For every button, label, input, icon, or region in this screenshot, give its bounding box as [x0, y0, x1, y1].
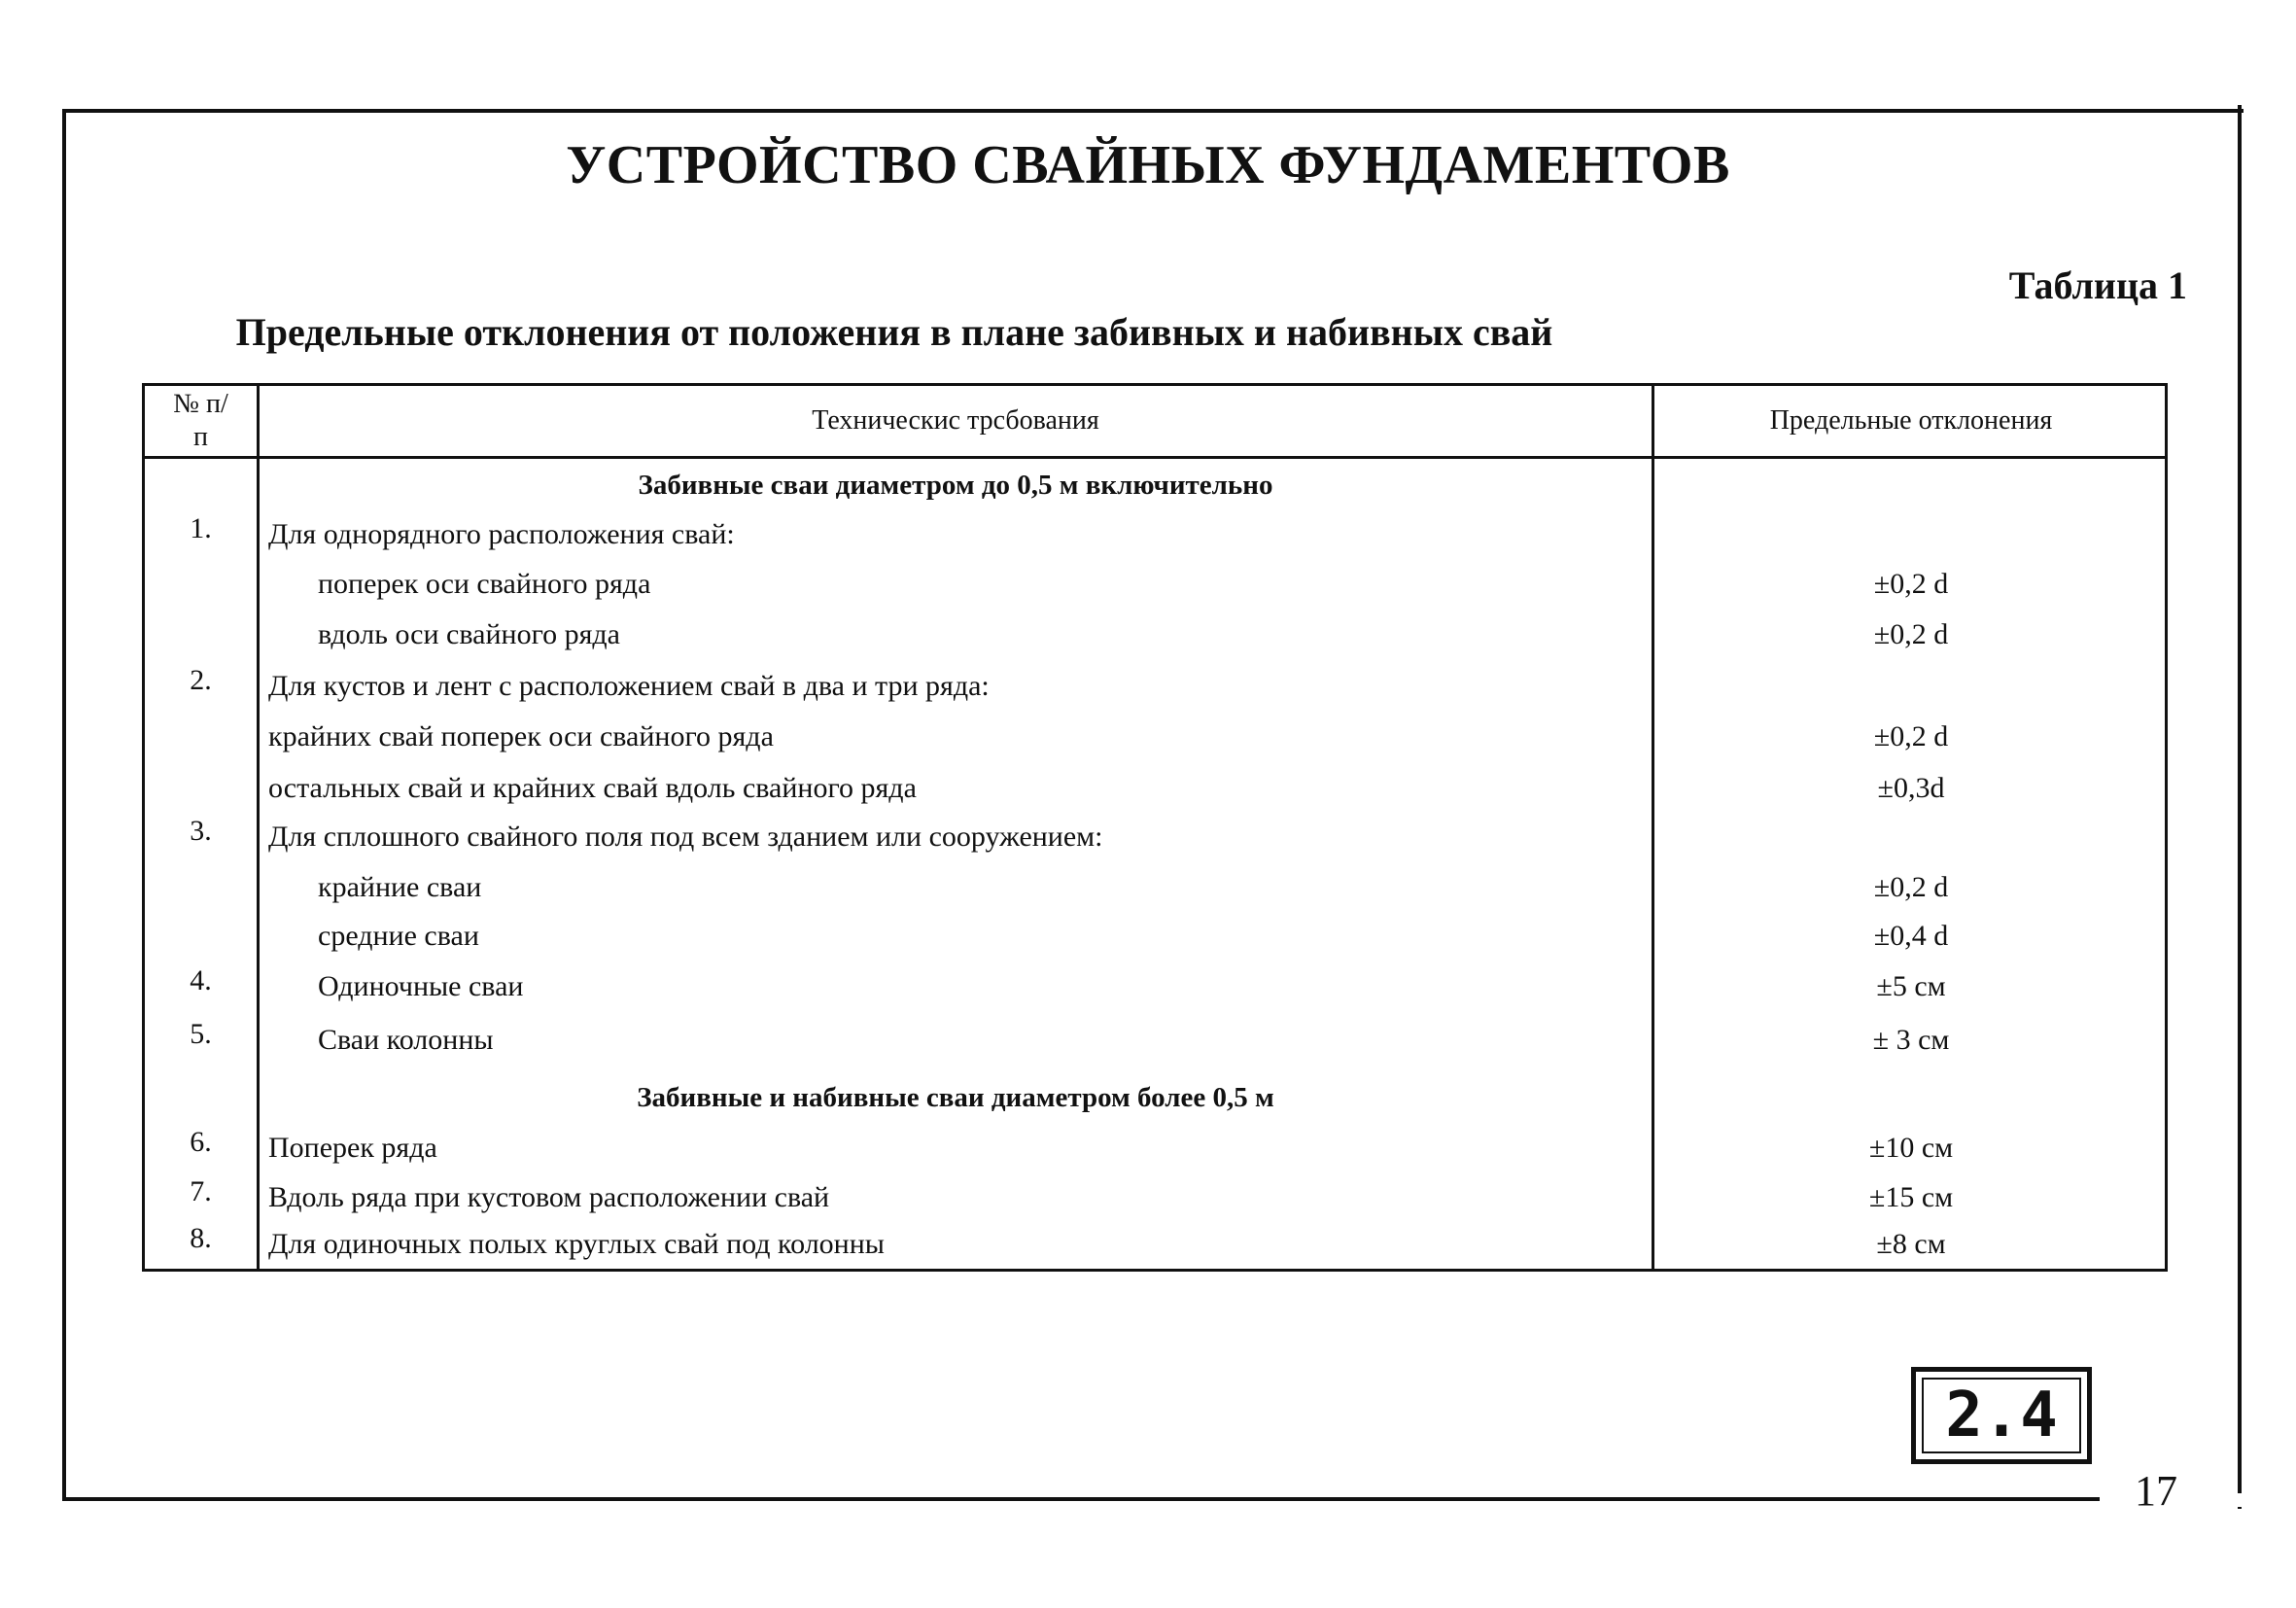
section-row — [145, 466, 2165, 505]
table-row — [145, 565, 2165, 604]
requirement-text: Для однорядного расположения свай: — [268, 518, 735, 550]
table-row — [145, 769, 2165, 808]
header-number-label: № п/п — [173, 389, 228, 452]
section-row — [145, 1078, 2165, 1117]
table-row — [145, 1018, 2165, 1060]
deviation-value: ±0,2 d — [1873, 568, 1949, 600]
deviation-value: ±0,2 d — [1873, 720, 1949, 752]
requirement-text: крайних свай поперек оси свайного ряда — [268, 720, 774, 752]
row-number: 2. — [190, 664, 212, 696]
requirement-text: вдоль оси свайного ряда — [318, 618, 621, 650]
table-row — [145, 868, 2165, 907]
table-row — [145, 917, 2165, 956]
requirement-text: Поперек ряда — [268, 1132, 437, 1164]
deviation-value: ±5 см — [1876, 970, 1946, 1002]
requirement-text: остальных свай и крайних свай вдоль свайного ряда — [268, 772, 917, 804]
deviation-value: ±0,2 d — [1873, 871, 1949, 903]
header-deviations: Предельные отклонения — [1769, 405, 2053, 436]
header-divider — [145, 456, 2165, 459]
requirement-text: Вдоль ряда при кустовом расположении свай — [268, 1181, 830, 1213]
requirement-text: Для одиночных полых круглых свай под колонны — [268, 1228, 885, 1260]
page-number: 17 — [2135, 1467, 2177, 1515]
table-row — [145, 664, 2165, 706]
row-number: 8. — [190, 1222, 212, 1254]
deviation-value: ±0,2 d — [1873, 618, 1949, 650]
row-number: 6. — [190, 1126, 212, 1158]
table-row — [145, 1175, 2165, 1217]
table-row — [145, 964, 2165, 1006]
header-number — [145, 386, 257, 456]
table-row — [145, 815, 2165, 856]
requirement-text: средние сваи — [318, 920, 479, 952]
row-number: 1. — [190, 512, 212, 544]
row-number: 3. — [190, 815, 212, 847]
table-number: Таблица 1 — [2008, 263, 2187, 307]
deviation-value: ±0,4 d — [1873, 920, 1949, 952]
page-frame-right-edge — [2238, 105, 2242, 1509]
section-number-box — [1911, 1367, 2092, 1464]
deviation-value: ±10 см — [1868, 1132, 1954, 1164]
header-requirements: Техническис трсбования — [812, 405, 1099, 436]
section-heading: Забивные и набивные сваи диаметром более 0,5 м — [637, 1082, 1274, 1113]
deviation-value: ±15 см — [1868, 1181, 1954, 1213]
deviation-value: ±0,3d — [1877, 772, 1945, 804]
page-title: УСТРОЙСТВО СВАЙНЫХ ФУНДАМЕНТОВ — [566, 135, 1730, 195]
section-number: 2.4 — [1945, 1380, 2058, 1451]
requirement-text: Для сплошного свайного поля под всем зданием или сооружением: — [268, 821, 1103, 853]
row-number: 5. — [190, 1018, 212, 1050]
requirement-text: Для кустов и лент с расположением свай в два и три ряда: — [268, 670, 990, 702]
deviation-value: ±8 см — [1876, 1228, 1946, 1260]
requirement-text: поперек оси свайного ряда — [318, 568, 651, 600]
table-row — [145, 1126, 2165, 1168]
row-number: 7. — [190, 1175, 212, 1207]
section-heading: Забивные сваи диаметром до 0,5 м включительно — [638, 470, 1273, 501]
table-row — [145, 512, 2165, 554]
requirement-text: крайние сваи — [318, 871, 482, 903]
deviation-value: ± 3 см — [1872, 1024, 1950, 1056]
requirement-text: Сваи колонны — [318, 1024, 494, 1056]
table-row — [145, 717, 2165, 756]
table-row — [145, 615, 2165, 654]
table-caption: Предельные отклонения от положения в плане забивных и набивных свай — [235, 310, 1553, 354]
row-number: 4. — [190, 964, 212, 996]
requirement-text: Одиночные сваи — [318, 970, 524, 1002]
table-row — [145, 1222, 2165, 1264]
deviations-table — [142, 383, 2168, 1272]
